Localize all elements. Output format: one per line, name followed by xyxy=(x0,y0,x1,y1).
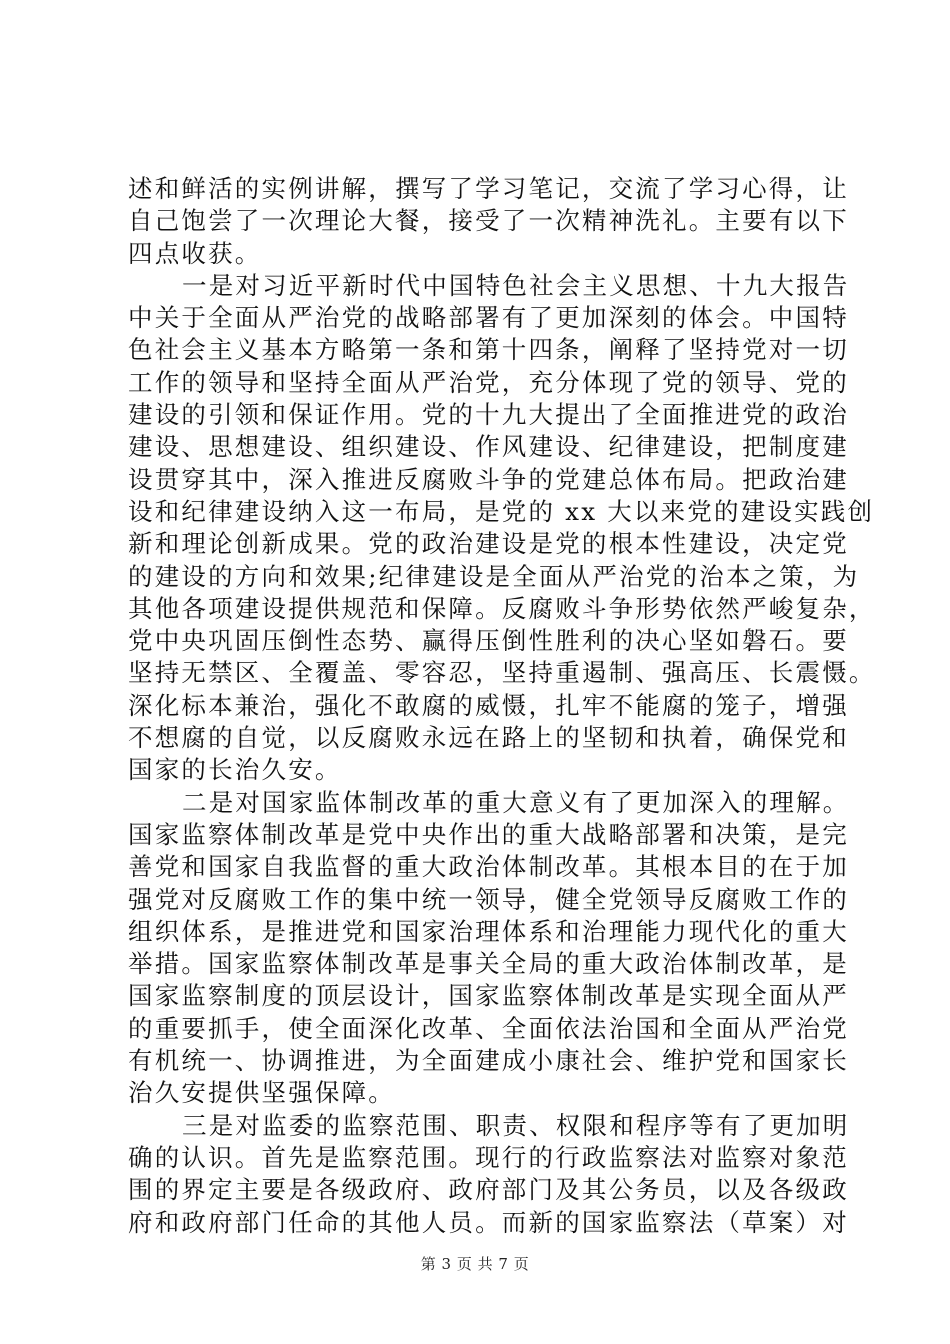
text-line: 举措。国家监察体制改革是事关全局的重大政治体制改革，是 xyxy=(128,949,849,979)
text-line: 的重要抓手，使全面深化改革、全面依法治国和全面从严治党 xyxy=(128,1013,849,1043)
text-line: 色社会主义基本方略第一条和第十四条，阐释了坚持党对一切 xyxy=(128,335,849,365)
text-line: 设贯穿其中，深入推进反腐败斗争的党建总体布局。把政治建 xyxy=(128,464,849,494)
text-line: 有机统一、协调推进，为全面建成小康社会、维护党和国家长 xyxy=(128,1046,849,1076)
text-line: 确的认识。首先是监察范围。现行的行政监察法对监察对象范 xyxy=(128,1142,849,1172)
text-line: 其他各项建设提供规范和保障。反腐败斗争形势依然严峻复杂， xyxy=(128,593,876,623)
text-line: 建设的引领和保证作用。党的十九大提出了全面推进党的政治 xyxy=(128,400,849,430)
text-line: 中关于全面从严治党的战略部署有了更加深刻的体会。中国特 xyxy=(128,303,849,333)
paragraph-start-line: 一是对习近平新时代中国特色社会主义思想、十九大报告 xyxy=(182,270,850,300)
text-line: 党中央巩固压倒性态势、赢得压倒性胜利的决心坚如磐石。要 xyxy=(128,626,849,656)
text-line: 国家监察体制改革是党中央作出的重大战略部署和决策，是完 xyxy=(128,819,849,849)
text-line: 设和纪律建设纳入这一布局，是党的 xx 大以来党的建设实践创 xyxy=(128,496,875,526)
text-line: 强党对反腐败工作的集中统一领导，健全党领导反腐败工作的 xyxy=(128,884,849,914)
text-line: 国家监察制度的顶层设计，国家监察体制改革是实现全面从严 xyxy=(128,981,849,1011)
text-line: 治久安提供坚强保障。 xyxy=(128,1078,395,1108)
paragraph-start-line: 二是对国家监体制改革的重大意义有了更加深入的理解。 xyxy=(182,787,850,817)
text-line: 四点收获。 xyxy=(128,238,262,268)
paragraph-start-line: 三是对监委的监察范围、职责、权限和程序等有了更加明 xyxy=(182,1110,850,1140)
text-line: 自己饱尝了一次理论大餐，接受了一次精神洗礼。主要有以下 xyxy=(128,206,849,236)
body-text xyxy=(128,173,876,1239)
page-number-footer: 第 3 页 共 7 页 xyxy=(420,1255,530,1273)
text-line: 新和理论创新成果。党的政治建设是党的根本性建设，决定党 xyxy=(128,529,849,559)
text-line: 府和政府部门任命的其他人员。而新的国家监察法（草案）对 xyxy=(128,1207,849,1237)
text-line: 建设、思想建设、组织建设、作风建设、纪律建设，把制度建 xyxy=(128,432,849,462)
text-line: 述和鲜活的实例讲解，撰写了学习笔记，交流了学习心得，让 xyxy=(128,174,849,203)
text-line: 不想腐的自觉，以反腐败永远在路上的坚韧和执着，确保党和 xyxy=(128,723,849,753)
text-line: 组织体系，是推进党和国家治理体系和治理能力现代化的重大 xyxy=(128,916,849,946)
text-line: 深化标本兼治，强化不敢腐的威慑，扎牢不能腐的笼子，增强 xyxy=(128,690,849,720)
text-line: 工作的领导和坚持全面从严治党，充分体现了党的领导、党的 xyxy=(128,367,849,397)
text-line: 国家的长治久安。 xyxy=(128,755,342,785)
text-line: 善党和国家自我监督的重大政治体制改革。其根本目的在于加 xyxy=(128,852,849,882)
text-line: 坚持无禁区、全覆盖、零容忍，坚持重遏制、强高压、长震慑。 xyxy=(128,658,876,688)
text-line: 围的界定主要是各级政府、政府部门及其公务员，以及各级政 xyxy=(128,1175,849,1205)
text-line: 的建设的方向和效果;纪律建设是全面从严治党的治本之策，为 xyxy=(128,561,860,591)
